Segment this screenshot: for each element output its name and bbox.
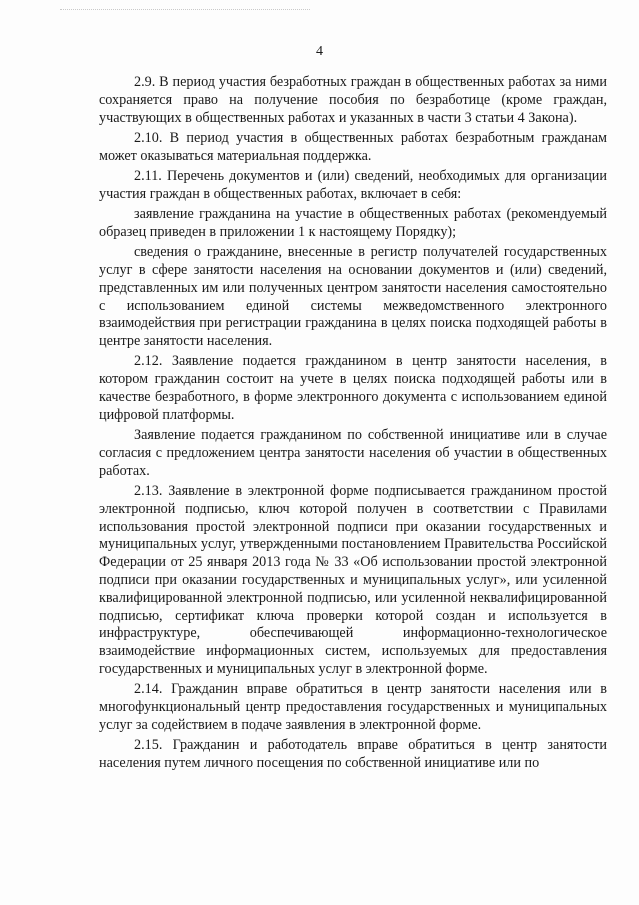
paragraph-2-12-application-basis: Заявление подается гражданином по собственной инициативе или в случае согласия с предложением центра занятости населения об участии в общественных работах. bbox=[99, 427, 607, 479]
scan-edge-mark bbox=[60, 9, 310, 11]
paragraph-2-9: 2.9. В период участия безработных граждан в общественных работах за ними сохраняется право на получение пособия по безработице (кроме граждан, участвующих в общественных работах и указанных в части 3 статьи 4 Закона). bbox=[99, 74, 607, 126]
paragraph-2-11-item-citizen-info: сведения о гражданине, внесенные в регистр получателей государственных услуг в сфере занятости населения на основании документов и (или) сведений, представленных им или полученных центром занятости населения самостоятельно с использованием единой системы межведомственного электронного взаимодействия при регистрации гражданина в целях поиска подходящей работы в центре занятости населения. bbox=[99, 244, 607, 350]
paragraph-2-11: 2.11. Перечень документов и (или) сведений, необходимых для организации участия граждан в общественных работах, включает в себя: bbox=[99, 167, 607, 202]
paragraph-2-14: 2.14. Гражданин вправе обратиться в центр занятости населения или в многофункциональный центр предоставления государственных и муниципальных услуг за содействием в подаче заявления в электронной форме. bbox=[99, 681, 607, 733]
page-number: 4 bbox=[316, 44, 323, 59]
paragraph-2-15: 2.15. Гражданин и работодатель вправе обратиться в центр занятости населения путем личного посещения по собственной инициативе или по bbox=[99, 737, 607, 771]
paragraph-2-10: 2.10. В период участия в общественных работах безработным гражданам может оказываться материальная поддержка. bbox=[99, 129, 607, 164]
paragraph-2-11-item-application: заявление гражданина на участие в общественных работах (рекомендуемый образец приведен в приложении 1 к настоящему Порядку); bbox=[99, 206, 607, 240]
paragraph-2-12: 2.12. Заявление подается гражданином в центр занятости населения, в котором гражданин состоит на учете в целях поиска подходящей работы или в качестве безработного, в форме электронного документа с использованием единой цифровой платформы. bbox=[99, 353, 607, 423]
document-body bbox=[99, 74, 607, 775]
paragraph-2-13: 2.13. Заявление в электронной форме подписывается гражданином простой электронной подписью, ключ которой получен в соответствии с Правилами использования простой электронной подписи при оказании государственных и муниципальных услуг, утвержденными постановлением Правительства Российской Федерации от 25 января 2013 года № 33 «Об использовании простой электронной подписи при оказании государственных и муниципальных услуг», или усиленной квалифицированной электронной подписью, или усиленной неквалифицированной подписью, сертификат ключа проверки которой создан и используется в инфраструктуре, обеспечивающей информационно-технологическое взаимодействие информационных систем, используемых для предоставления государственных и муниципальных услуг в электронной форме. bbox=[99, 483, 607, 677]
